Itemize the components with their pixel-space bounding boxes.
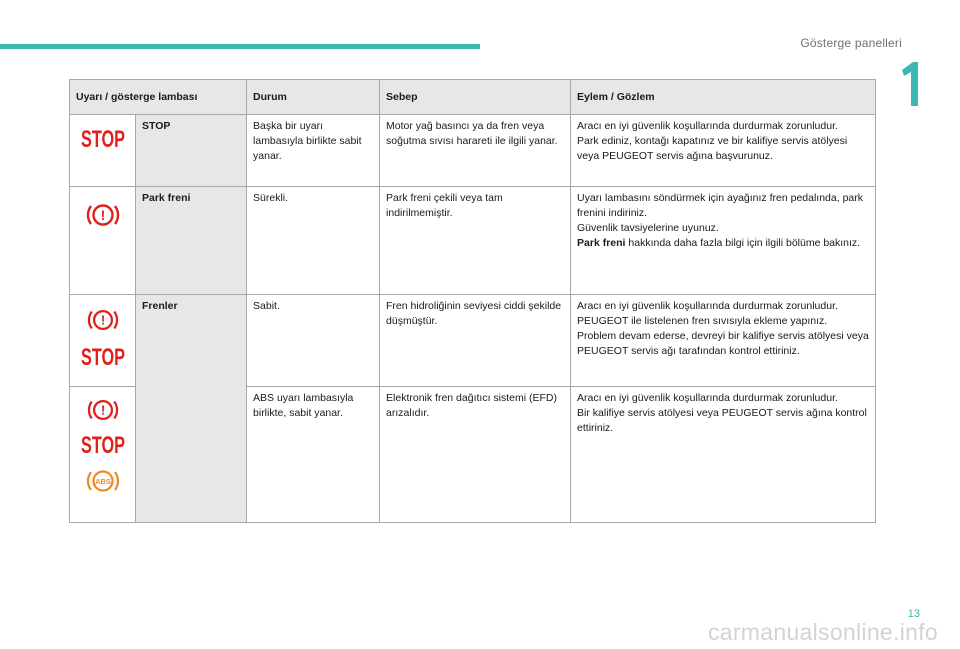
svg-text:!: ! <box>100 207 105 223</box>
chapter-number <box>899 60 921 108</box>
action-line: Güvenlik tavsiyelerine uyunuz. <box>577 222 719 234</box>
svg-text:STOP: STOP <box>80 432 125 459</box>
state-cell: ABS uyarı lambasıyla birlikte, sabit yanar. <box>247 387 380 523</box>
action-line: Aracı en iyi güvenlik koşullarında durdurmak zorunludur. <box>577 300 838 312</box>
table-row-brakes <box>70 295 876 387</box>
table-row-stop <box>70 115 876 187</box>
table-row-parking-brake <box>70 187 876 295</box>
icon-cell <box>70 115 136 187</box>
stop-icon <box>80 343 126 369</box>
svg-text:STOP: STOP <box>80 344 125 371</box>
action-cell <box>571 387 876 523</box>
icon-cell <box>70 387 136 523</box>
action-line: Park freni hakkında daha fazla bilgi için ilgili bölüme bakınız. <box>577 237 861 249</box>
abs-warning-icon <box>85 465 121 497</box>
cause-cell: Fren hidroliğinin seviyesi ciddi şekilde düşmüştür. <box>380 295 571 387</box>
action-line: Aracı en iyi güvenlik koşullarında durdurmak zorunludur. <box>577 392 838 404</box>
action-bold-text: Park freni <box>577 237 626 249</box>
column-header-light: Uyarı / gösterge lambası <box>70 80 247 115</box>
stop-icon-label: STOP <box>80 126 125 153</box>
icon-cell <box>70 295 136 387</box>
cause-cell: Elektronik fren dağıtıcı sistemi (EFD) arızalıdır. <box>380 387 571 523</box>
watermark: carmanualsonline.info <box>707 619 938 645</box>
svg-text:!: ! <box>100 402 105 418</box>
action-line: Uyarı lambasını söndürmek için ayağınız fren pedalında, park frenini indiriniz. <box>577 192 863 219</box>
action-cell <box>571 187 876 295</box>
warning-lights-table <box>69 79 876 523</box>
action-cell <box>571 295 876 387</box>
state-cell: Sabit. <box>247 295 380 387</box>
light-name: STOP <box>136 115 247 187</box>
column-header-action: Eylem / Gözlem <box>571 80 876 115</box>
stop-icon <box>80 125 126 151</box>
section-title: Gösterge panelleri <box>800 36 902 50</box>
column-header-state: Durum <box>247 80 380 115</box>
page-number: 13 <box>907 608 920 620</box>
top-accent-bar <box>0 44 480 49</box>
icon-cell <box>70 187 136 295</box>
table-header-row <box>70 80 876 115</box>
stop-icon <box>80 431 126 457</box>
action-line: Park ediniz, kontağı kapatınız ve bir kalifiye servis atölyesi veya PEUGEOT servis ağına başvurunuz. <box>577 135 848 162</box>
parking-brake-warning-icon <box>85 199 121 231</box>
brake-warning-icon <box>85 395 121 425</box>
svg-text:!: ! <box>100 312 105 328</box>
action-line: PEUGEOT ile listelenen fren sıvısıyla ekleme yapınız. <box>577 315 828 327</box>
action-line: Problem devam ederse, devreyi bir kalifiye servis atölyesi veya PEUGEOT servis ağı tarafından kontrol ettiriniz. <box>577 330 869 357</box>
light-name: Park freni <box>136 187 247 295</box>
action-line: Aracı en iyi güvenlik koşullarında durdurmak zorunludur. <box>577 120 838 132</box>
state-cell: Başka bir uyarı lambasıyla birlikte sabit yanar. <box>247 115 380 187</box>
brake-warning-icon <box>85 305 121 335</box>
light-name: Frenler <box>136 295 247 523</box>
column-header-cause: Sebep <box>380 80 571 115</box>
state-cell: Sürekli. <box>247 187 380 295</box>
svg-text:ABS: ABS <box>94 477 111 486</box>
cause-cell: Motor yağ basıncı ya da fren veya soğutma sıvısı harareti ile ilgili yanar. <box>380 115 571 187</box>
cause-cell: Park freni çekili veya tam indirilmemiştir. <box>380 187 571 295</box>
action-line: Bir kalifiye servis atölyesi veya PEUGEOT servis ağına kontrol ettiriniz. <box>577 407 867 434</box>
action-cell <box>571 115 876 187</box>
